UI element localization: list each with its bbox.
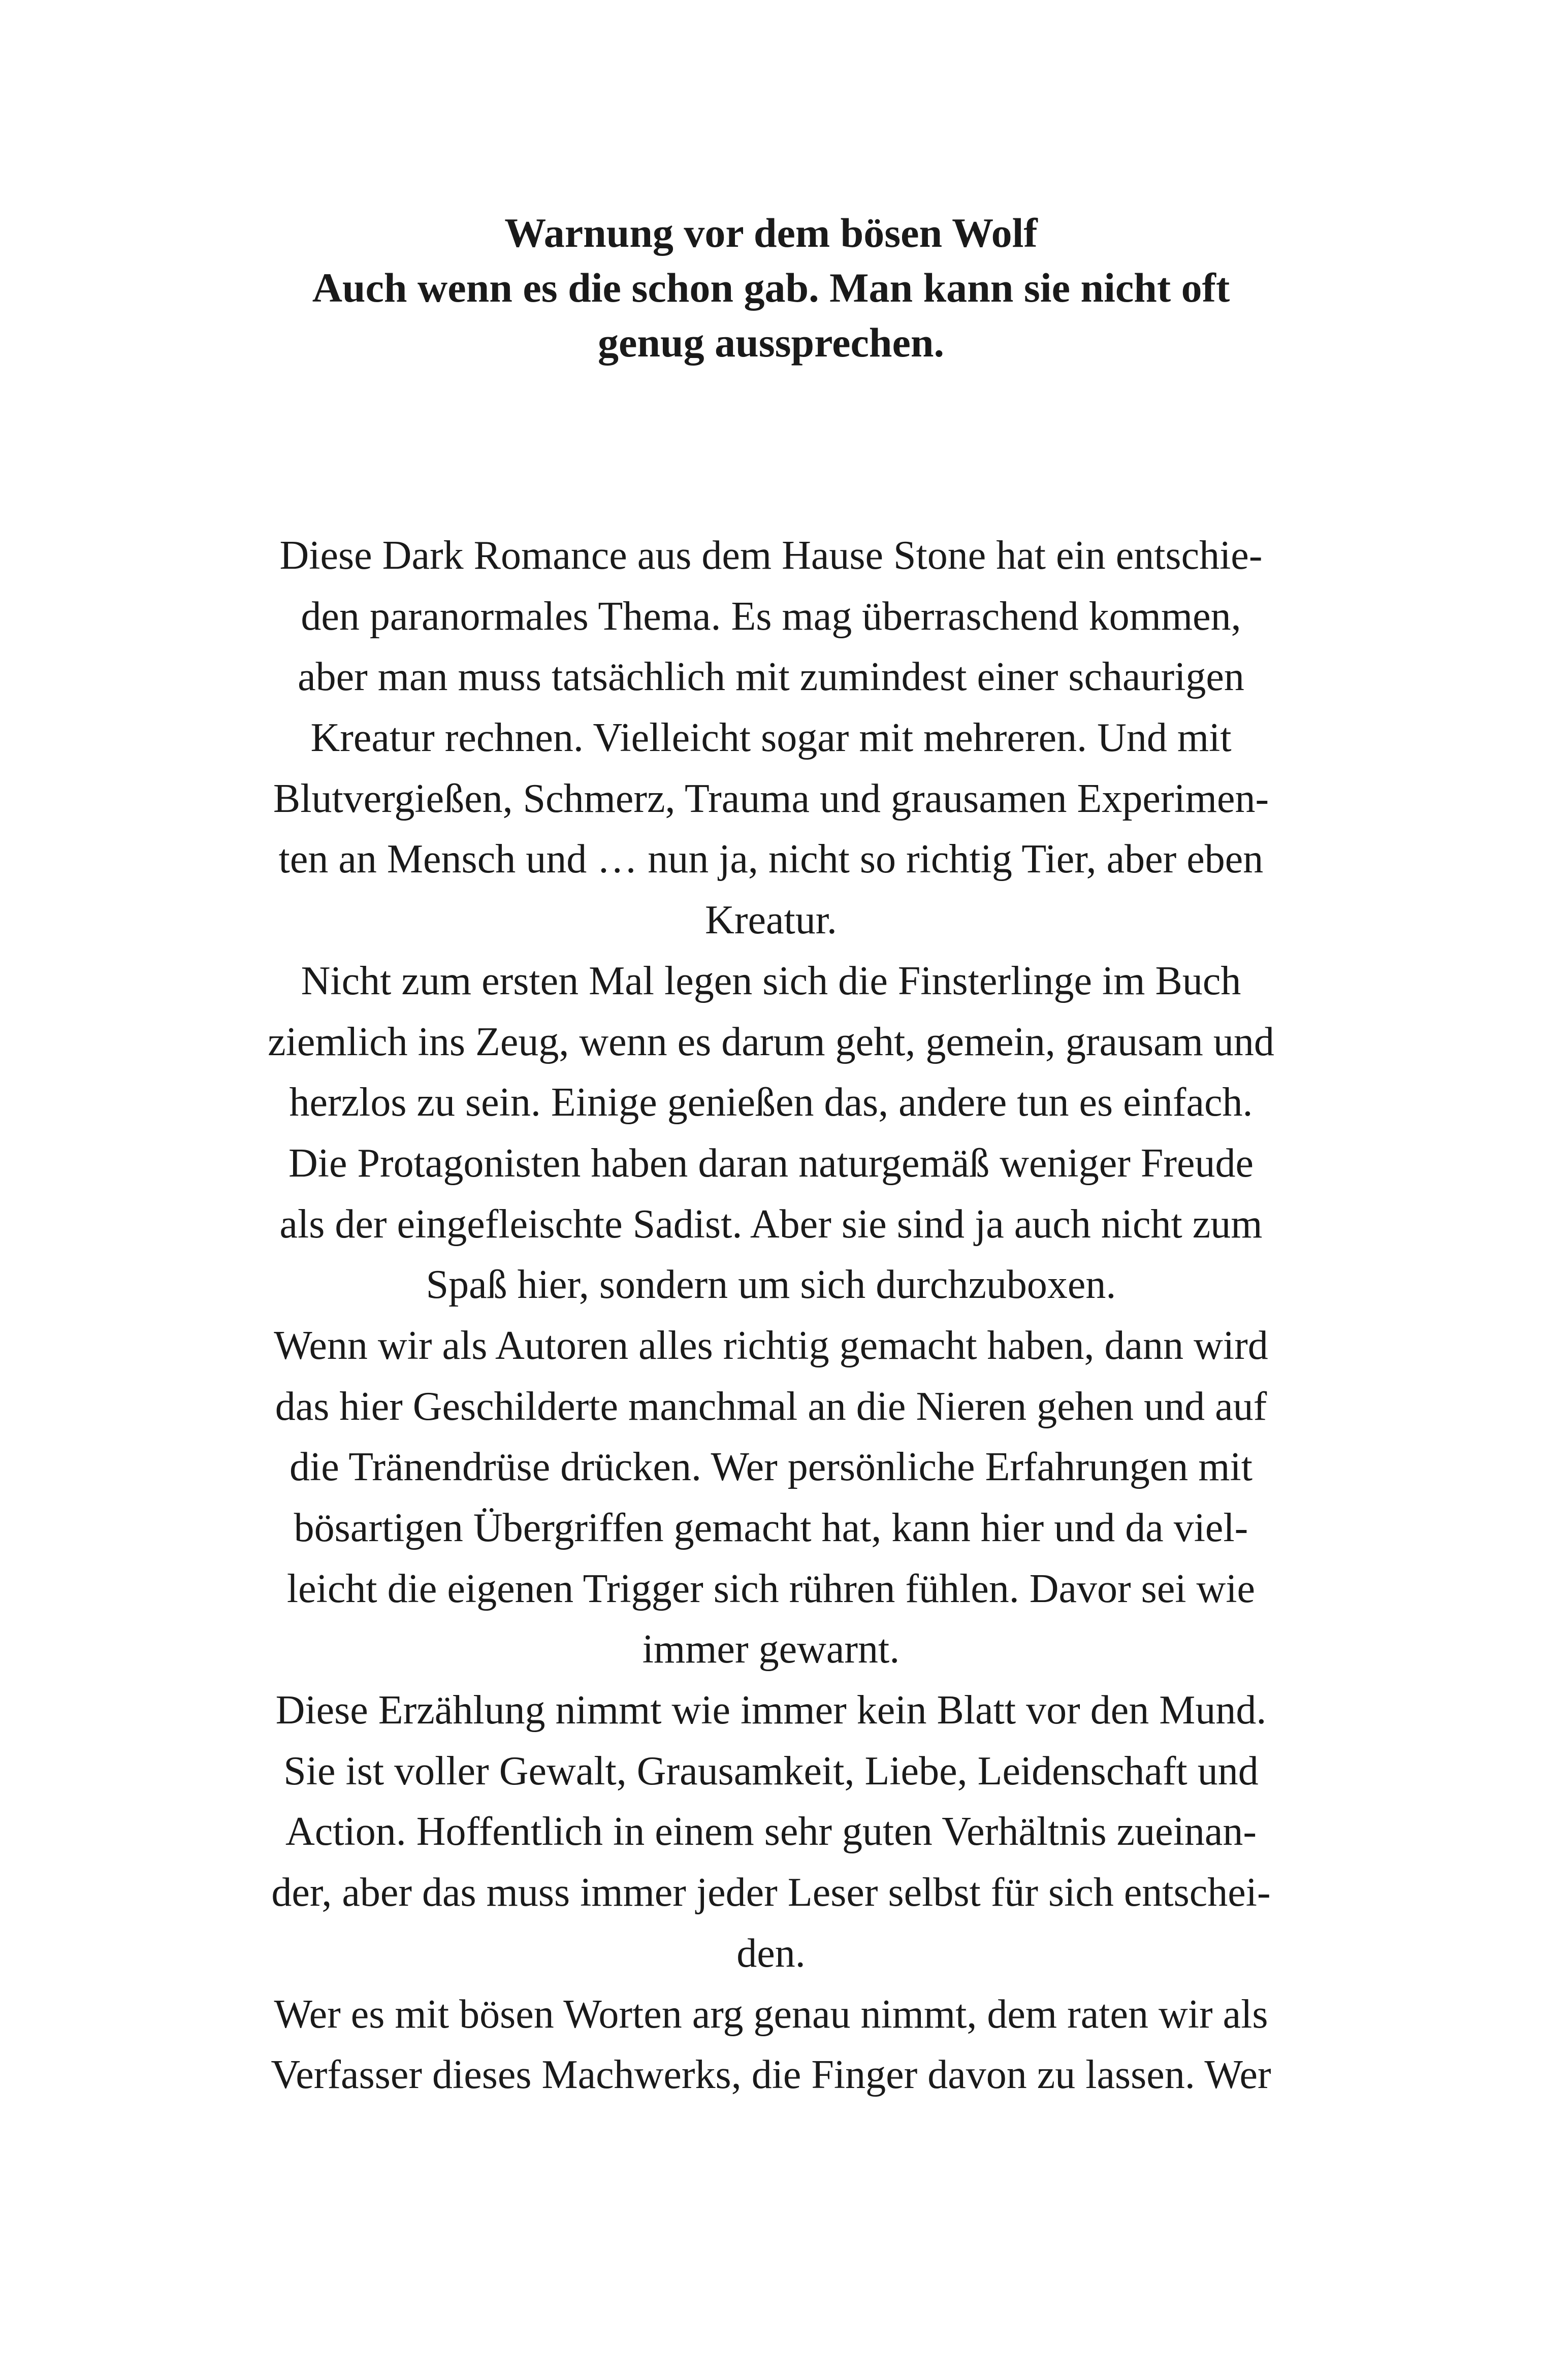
text-line: bösartigen Übergriffen gemacht hat, kann hier und da viel- — [294, 1506, 1248, 1550]
warning-heading — [0, 206, 1542, 370]
text-line: Blutvergießen, Schmerz, Trauma und grausamen Experimen- — [273, 776, 1269, 821]
text-line: als der eingefleischte Sadist. Aber sie sind ja auch nicht zum — [279, 1201, 1263, 1247]
text-line: Wenn wir als Autoren alles richtig gemacht haben, dann wird — [274, 1323, 1268, 1368]
text-line: Kreatur. — [705, 898, 837, 943]
heading-subtitle-line-2: genug aussprechen. — [598, 319, 944, 366]
text-line: leicht die eigenen Trigger sich rühren fühlen. Davor sei wie — [286, 1566, 1256, 1611]
text-line: den. — [736, 1931, 806, 1976]
text-line: Nicht zum ersten Mal legen sich die Finsterlinge im Buch — [301, 958, 1241, 1003]
text-line: Diese Erzählung nimmt wie immer kein Blatt vor den Mund. — [275, 1688, 1267, 1733]
text-line: Sie ist voller Gewalt, Grausamkeit, Liebe, Leidenschaft und — [283, 1748, 1259, 1794]
text-line: Die Protagonisten haben daran naturgemäß weniger Freude — [288, 1140, 1254, 1186]
text-line: die Tränendrüse drücken. Wer persönliche Erfahrungen mit — [290, 1445, 1252, 1490]
text-line: Diese Dark Romance aus dem Hause Stone hat ein entschie- — [279, 533, 1263, 578]
text-line: das hier Geschilderte manchmal an die Nieren gehen und auf — [275, 1384, 1267, 1429]
text-line: den paranormales Thema. Es mag überraschend kommen, — [301, 594, 1241, 639]
text-line: ten an Mensch und … nun ja, nicht so richtig Tier, aber eben — [278, 837, 1264, 882]
text-line: ziemlich ins Zeug, wenn es darum geht, gemein, grausam und — [268, 1019, 1274, 1064]
warning-body-text — [0, 526, 1542, 2106]
text-line: immer gewarnt. — [642, 1627, 900, 1672]
text-line: Kreatur rechnen. Vielleicht sogar mit mehreren. Und mit — [310, 715, 1232, 761]
text-line: Action. Hoffentlich in einem sehr guten Verhältnis zueinan- — [285, 1809, 1257, 1854]
text-line: aber man muss tatsächlich mit zumindest einer schaurigen — [298, 655, 1244, 700]
text-line: herzlos zu sein. Einige genießen das, andere tun es einfach. — [289, 1080, 1253, 1125]
text-line: Spaß hier, sondern um sich durchzuboxen. — [426, 1262, 1116, 1308]
text-line: der, aber das muss immer jeder Leser selbst für sich entschei- — [271, 1870, 1271, 1915]
heading-subtitle-line-1: Auch wenn es die schon gab. Man kann sie nicht oft — [312, 265, 1230, 311]
text-line: Verfasser dieses Machwerks, die Finger davon zu lassen. Wer — [271, 2052, 1271, 2098]
text-line: Wer es mit bösen Worten arg genau nimmt, dem raten wir als — [274, 1992, 1268, 2037]
heading-title: Warnung vor dem bösen Wolf — [504, 210, 1038, 256]
